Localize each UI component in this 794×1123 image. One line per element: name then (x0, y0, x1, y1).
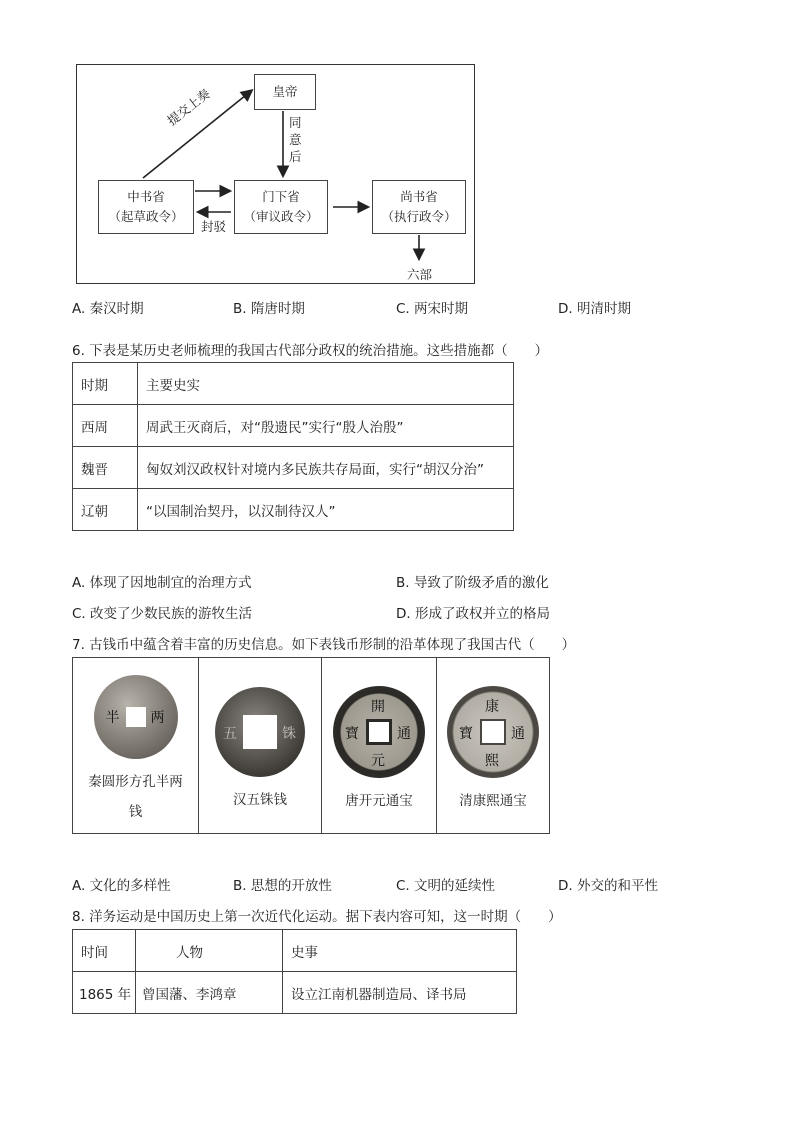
coin-label: 秦圆形方孔半两钱 (88, 773, 183, 820)
q7-option-a: A. 文化的多样性 (72, 878, 171, 894)
q8-table (72, 929, 517, 1014)
emperor-box: 皇帝 (254, 74, 316, 110)
agree-label-2: 意 (289, 132, 302, 147)
q6-table (72, 362, 514, 531)
table-header-cell: 时间 (73, 930, 136, 972)
shangshu-role: （执行政令） (381, 209, 457, 224)
q5-option-b: B. 隋唐时期 (233, 301, 305, 317)
agree-label-3: 后 (289, 149, 302, 164)
table-row (73, 489, 514, 531)
q7-coin-table (72, 657, 550, 834)
q6-option-a: A. 体现了因地制宜的治理方式 (72, 575, 252, 591)
agree-label-1: 同 (289, 115, 302, 130)
coin-char: 两 (150, 709, 165, 726)
coin-char: 開 (371, 698, 385, 715)
coin-char: 通 (397, 725, 411, 742)
table-row (73, 405, 514, 447)
table-cell: 西周 (73, 405, 138, 447)
coin-label: 唐开元通宝 (345, 792, 413, 809)
q8-stem: 8. 洋务运动是中国历史上第一次近代化运动。据下表内容可知，这一时期（ ） (72, 909, 562, 925)
table-header-cell: 时期 (73, 363, 138, 405)
table-cell: 周武王灭商后，对“殷遗民”实行“殷人治殷” (138, 405, 514, 447)
qing-kangxi-coin-image (447, 686, 539, 778)
coin-char: 半 (105, 709, 120, 726)
q6-option-d: D. 形成了政权并立的格局 (396, 606, 550, 622)
q6-option-c: C. 改变了少数民族的游牧生活 (72, 606, 253, 622)
coin-label: 汉五铢钱 (233, 791, 287, 808)
six-ministries-label: 六部 (407, 267, 433, 282)
shangshu-name: 尚书省 (400, 189, 438, 204)
table-cell: 曾国藩、李鸿章 (136, 972, 283, 1014)
table-cell: 辽朝 (73, 489, 138, 531)
coin-cell-qing (437, 658, 550, 834)
q5-option-d: D. 明清时期 (558, 301, 631, 317)
submit-label: 提交上奏 (164, 85, 213, 129)
q7-option-b: B. 思想的开放性 (233, 878, 332, 894)
q7-option-d: D. 外交的和平性 (558, 878, 658, 894)
table-header-row (73, 930, 517, 972)
table-cell: 魏晋 (73, 447, 138, 489)
coin-char: 五 (223, 725, 237, 742)
coin-cell-qin (73, 658, 199, 834)
table-header-row (73, 363, 514, 405)
coin-char: 康 (485, 698, 499, 715)
reject-label: 封驳 (201, 219, 227, 234)
q7-stem: 7. 古钱币中蕴含着丰富的历史信息。如下表钱币形制的沿革体现了我国古代（ ） (72, 637, 576, 653)
coin-char: 铢 (282, 725, 296, 742)
table-row (73, 447, 514, 489)
table-cell: 匈奴刘汉政权针对境内多民族共存局面，实行“胡汉分治” (138, 447, 514, 489)
coin-char: 元 (371, 752, 385, 769)
table-cell: 设立江南机器制造局、译书局 (283, 972, 517, 1014)
zhongshu-role: （起草政令） (108, 209, 184, 224)
q5-option-c: C. 两宋时期 (396, 301, 469, 317)
coin-char: 寶 (345, 725, 359, 742)
zhongshu-name: 中书省 (127, 189, 165, 204)
q6-stem: 6. 下表是某历史老师梳理的我国古代部分政权的统治措施。这些措施都（ ） (72, 343, 549, 359)
q7-option-c: C. 文明的延续性 (396, 878, 496, 894)
table-cell: 1865 年 (73, 972, 136, 1014)
q5-option-a: A. 秦汉时期 (72, 301, 144, 317)
coin-char: 熙 (485, 752, 499, 769)
diagram-arrows (77, 65, 473, 282)
table-header-cell: 史事 (283, 930, 517, 972)
coin-char: 通 (511, 725, 525, 742)
coin-cell-tang (322, 658, 437, 834)
coin-label: 清康熙通宝 (459, 792, 527, 809)
han-wuzhu-coin-image (215, 687, 305, 777)
menxia-name: 门下省 (262, 189, 300, 204)
tang-kaiyuan-coin-image (333, 686, 425, 778)
coin-cell-han (199, 658, 322, 834)
qin-banliang-coin-image (94, 675, 178, 759)
coin-char: 寶 (459, 725, 473, 742)
government-structure-diagram (76, 64, 475, 284)
q6-option-b: B. 导致了阶级矛盾的激化 (396, 575, 549, 591)
table-header-cell: 主要史实 (138, 363, 514, 405)
menxia-role: （审议政令） (243, 209, 319, 224)
table-cell: “以国制治契丹，以汉制待汉人” (138, 489, 514, 531)
table-header-cell: 人物 (136, 930, 283, 972)
table-row (73, 972, 517, 1014)
